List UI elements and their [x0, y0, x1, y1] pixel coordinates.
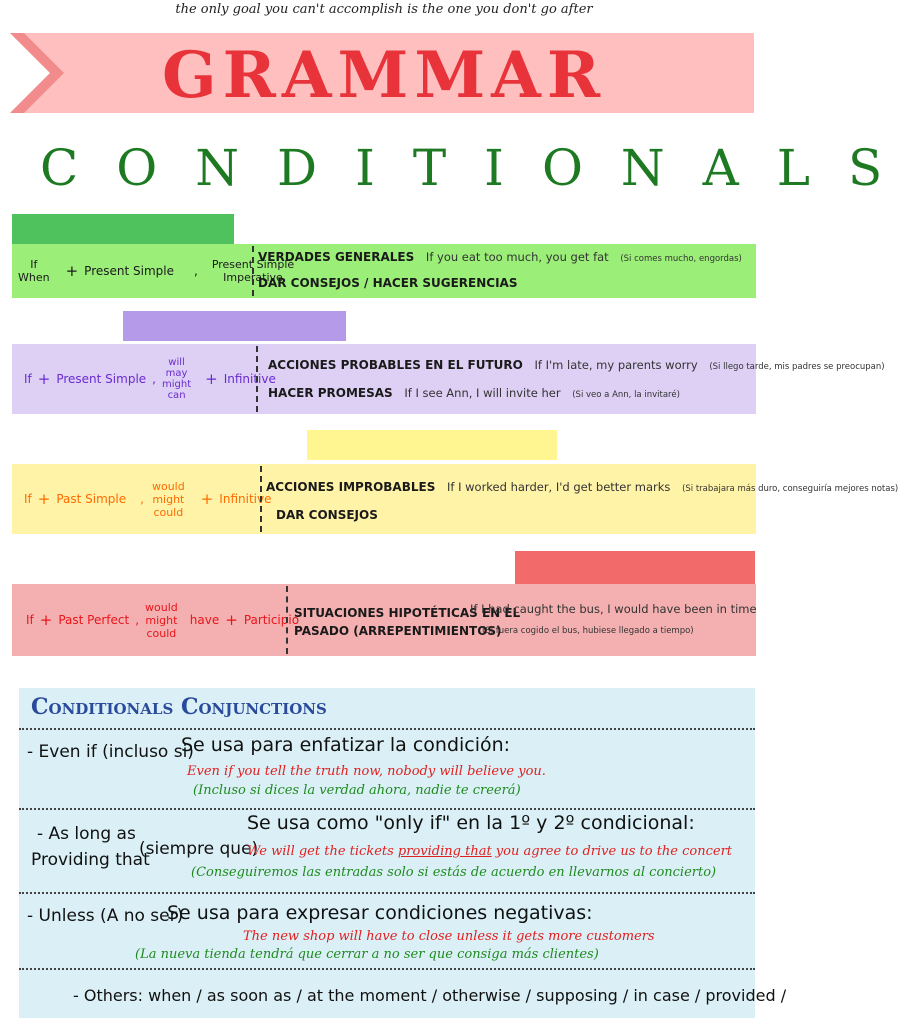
column-divider: [260, 466, 262, 532]
modal-may: may: [165, 368, 188, 379]
column-divider: [252, 246, 254, 296]
motto-quote: the only goal you can't accomplish is the one you don't go after: [175, 2, 593, 17]
condition-tense: Past Perfect: [58, 613, 130, 627]
as-long-as-label: - As long as: [37, 824, 136, 844]
first-conditional-tab: [123, 311, 346, 341]
zero-conditional-tab: [12, 214, 234, 244]
example-es: (Si fuera cogido el bus, hubiese llegado a tiempo): [482, 626, 694, 636]
example-es: (Si trabajara más duro, conseguiría mejores notas): [682, 484, 899, 494]
dotted-divider: [19, 892, 755, 894]
providing-that-label: Providing that: [31, 850, 150, 870]
participle: Participio: [243, 613, 300, 627]
use-advice: DAR CONSEJOS / HACER SUGERENCIAS: [258, 276, 518, 290]
have-word: have: [189, 613, 220, 627]
third-uses: [294, 596, 757, 652]
example-en: If I'm late, my parents worry: [534, 358, 698, 372]
second-uses: [266, 474, 899, 530]
even-if-description: Se usa para enfatizar la condición:: [181, 734, 511, 756]
condition-tense: Past Simple: [56, 492, 127, 506]
example-es: (Si llego tarde, mis padres se preocupan): [709, 362, 885, 372]
modal-will: will: [168, 357, 185, 368]
comma: ,: [140, 492, 144, 506]
plus-sign: +: [37, 490, 51, 508]
example-highlight: providing that: [397, 844, 492, 859]
use-promises: HACER PROMESAS: [268, 386, 393, 400]
dotted-divider: [19, 968, 755, 970]
use-probable-future: ACCIONES PROBABLES EN EL FUTURO: [268, 358, 523, 372]
third-conditional-row: [12, 584, 756, 656]
modal-can: can: [167, 390, 186, 401]
as-long-as-example-es: (Conseguiremos las entradas solo si estás de acuerdo en llevarnos al concierto): [191, 865, 717, 880]
even-if-example-es: (Incluso si dices la verdad ahora, nadie te creerá): [193, 783, 521, 798]
if-when: [18, 258, 56, 284]
comma: ,: [135, 613, 140, 627]
example-en: If I had caught the bus, I would have been in time: [470, 602, 757, 616]
plus-sign: +: [39, 611, 53, 629]
if-word: If: [24, 492, 32, 506]
page-title: GRAMMAR: [161, 38, 607, 113]
plus-sign: +: [225, 611, 238, 629]
even-if-example-en: Even if you tell the truth now, nobody will believe you.: [187, 764, 546, 779]
first-uses: [268, 354, 885, 410]
example-en: If I see Ann, I will invite her: [404, 386, 561, 400]
modal-might: might: [152, 492, 185, 506]
example-part: We will get the tickets: [247, 844, 398, 859]
condition-tense: Present Simple: [56, 372, 147, 386]
second-conditional-row: [12, 464, 899, 534]
second-conditional-tab: [307, 430, 557, 460]
if-word: If: [30, 258, 38, 271]
result-present-simple: Present Simple: [211, 258, 295, 271]
column-divider: [286, 586, 288, 654]
use-general-truths: VERDADES GENERALES: [258, 250, 415, 264]
column-divider: [256, 346, 258, 412]
modal-might: might: [161, 379, 192, 390]
comma: ,: [193, 264, 198, 278]
unless-example-en: The new shop will have to close unless it gets more customers: [243, 929, 655, 944]
unless-example-es: (La nueva tienda tendrá que cerrar a no ser que consiga más clientes): [135, 947, 599, 962]
dotted-divider: [19, 728, 755, 730]
even-if-label: - Even if (incluso si): [27, 742, 194, 762]
plus-sign: +: [65, 262, 79, 280]
as-long-as-example-en: [247, 844, 732, 859]
modal-would: would: [145, 600, 178, 614]
comma: ,: [152, 372, 156, 386]
plus-sign: +: [205, 370, 218, 388]
modal-verbs: [162, 357, 197, 401]
first-conditional-row: [12, 344, 885, 414]
page-subtitle: CONDITIONALS: [40, 139, 920, 197]
conjunctions-panel: [19, 688, 787, 1018]
if-word: If: [24, 372, 32, 386]
use-improbable-actions: ACCIONES IMPROBABLES: [266, 480, 436, 494]
modal-might: might: [145, 613, 178, 627]
as-long-as-description: Se usa como "only if" en la 1º y 2º condicional:: [247, 812, 695, 834]
conjunctions-title: Conditionals Conjunctions: [31, 694, 327, 720]
example-part: you agree to drive us to the concert: [491, 844, 733, 859]
plus-sign: +: [37, 370, 51, 388]
zero-conditional-row: [12, 244, 756, 298]
other-conjunctions: - Others: when / as soon as / at the moment / otherwise / supposing / in case / provided /: [73, 986, 787, 1005]
third-conditional-tab: [515, 551, 755, 584]
modal-could: could: [153, 505, 184, 519]
condition-tense: Present Simple: [84, 264, 174, 278]
siempre-que-label: (siempre que): [139, 839, 259, 859]
example-es: (Si comes mucho, engordas): [620, 254, 742, 264]
infinitive: Infinitive: [223, 372, 276, 386]
modal-verbs: [145, 601, 184, 640]
modal-would: would: [151, 479, 185, 493]
zero-uses: [258, 248, 754, 296]
use-advice: DAR CONSEJOS: [276, 508, 378, 522]
use-hypothetical-past: SITUACIONES HIPOTÉTICAS EN EL: [294, 606, 521, 620]
example-en: If I worked harder, I'd get better marks: [447, 480, 671, 494]
unless-label: - Unless (A no ser): [27, 906, 184, 926]
dotted-divider: [19, 808, 755, 810]
infinitive: Infinitive: [219, 492, 272, 506]
plus-sign: +: [200, 490, 214, 508]
result-imperative: Imperative: [223, 271, 283, 284]
if-word: If: [26, 613, 34, 627]
use-regrets: PASADO (ARREPENTIMIENTOS): [294, 624, 502, 638]
example-en: If you eat too much, you get fat: [425, 250, 609, 264]
when-word: When: [18, 271, 50, 284]
modal-verbs: [152, 480, 191, 519]
example-es: (Si veo a Ann, la invitaré): [572, 390, 680, 400]
modal-could: could: [146, 626, 177, 640]
unless-description: Se usa para expresar condiciones negativas:: [167, 902, 593, 924]
